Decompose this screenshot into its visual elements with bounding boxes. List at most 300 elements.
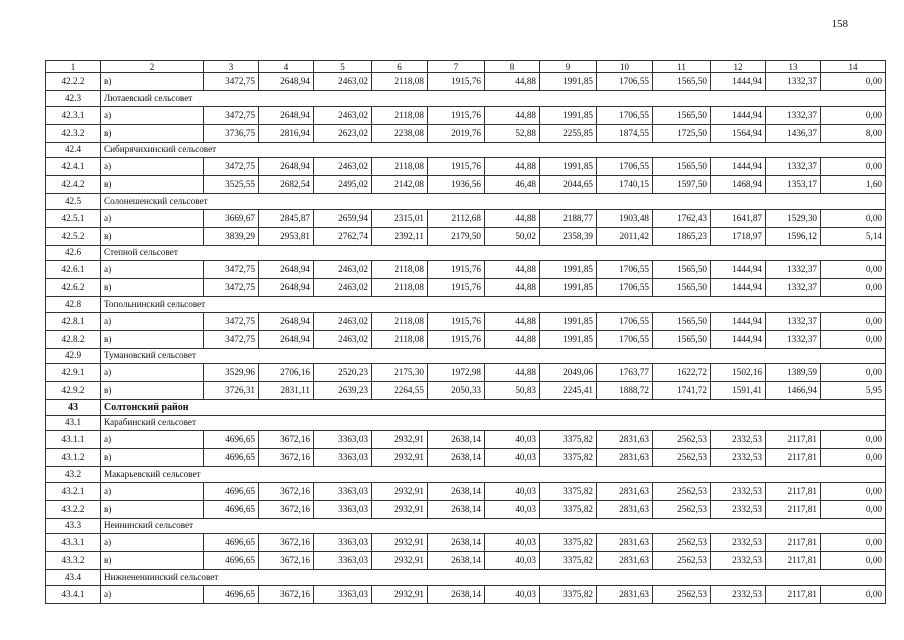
value-cell: 3375,82 (540, 585, 597, 603)
value-cell: 40,03 (485, 431, 540, 449)
value-cell: 0,00 (821, 330, 886, 348)
value-cell: 40,03 (485, 534, 540, 552)
value-cell: 1565,50 (653, 279, 711, 297)
value-cell: 2050,33 (428, 382, 485, 400)
row-code: 42.3.1 (46, 106, 101, 124)
value-cell: 2831,63 (597, 534, 653, 552)
value-cell: 1332,37 (766, 330, 821, 348)
value-cell: 2648,94 (259, 330, 314, 348)
value-cell: 2638,14 (428, 534, 485, 552)
value-cell: 1,60 (821, 176, 886, 194)
value-cell: 1332,37 (766, 261, 821, 279)
value-cell: 3672,16 (259, 552, 314, 570)
column-header: 4 (259, 61, 314, 73)
value-cell: 2118,08 (372, 312, 428, 330)
value-cell: 44,88 (485, 312, 540, 330)
value-cell: 2659,94 (314, 209, 372, 227)
value-cell: 8,00 (821, 124, 886, 142)
table-row (46, 330, 886, 348)
value-cell: 2011,42 (597, 227, 653, 245)
value-cell: 1991,85 (540, 106, 597, 124)
table-row (46, 585, 886, 603)
value-cell: 3375,82 (540, 482, 597, 500)
section-title: Солтонский район (101, 400, 886, 416)
row-subtype: а) (101, 431, 204, 449)
value-cell: 1564,94 (711, 124, 766, 142)
column-header: 14 (821, 61, 886, 73)
value-cell: 50,02 (485, 227, 540, 245)
section-row (46, 194, 886, 210)
value-cell: 3472,75 (204, 106, 259, 124)
value-cell: 4696,65 (204, 449, 259, 467)
value-cell: 1565,50 (653, 312, 711, 330)
value-cell: 1444,94 (711, 106, 766, 124)
value-cell: 1468,94 (711, 176, 766, 194)
value-cell: 2648,94 (259, 312, 314, 330)
value-cell: 2562,53 (653, 552, 711, 570)
value-cell: 2845,87 (259, 209, 314, 227)
value-cell: 2332,53 (711, 431, 766, 449)
value-cell: 2638,14 (428, 431, 485, 449)
value-cell: 0,00 (821, 73, 886, 91)
column-header: 3 (204, 61, 259, 73)
value-cell: 2638,14 (428, 585, 485, 603)
table-row (46, 176, 886, 194)
value-cell: 2117,81 (766, 534, 821, 552)
value-cell: 1718,97 (711, 227, 766, 245)
value-cell: 44,88 (485, 261, 540, 279)
value-cell: 1706,55 (597, 330, 653, 348)
value-cell: 1529,30 (766, 209, 821, 227)
value-cell: 2932,91 (372, 552, 428, 570)
value-cell: 3472,75 (204, 261, 259, 279)
value-cell: 44,88 (485, 330, 540, 348)
value-cell: 2332,53 (711, 500, 766, 518)
value-cell: 3363,03 (314, 585, 372, 603)
column-header: 8 (485, 61, 540, 73)
row-subtype: в) (101, 73, 204, 91)
value-cell: 40,03 (485, 585, 540, 603)
value-cell: 40,03 (485, 449, 540, 467)
row-subtype: в) (101, 449, 204, 467)
row-subtype: а) (101, 482, 204, 500)
value-cell: 2706,16 (259, 364, 314, 382)
value-cell: 1597,50 (653, 176, 711, 194)
value-cell: 2562,53 (653, 585, 711, 603)
value-cell: 1991,85 (540, 158, 597, 176)
value-cell: 2831,11 (259, 382, 314, 400)
value-cell: 2932,91 (372, 431, 428, 449)
section-code: 42.5 (46, 194, 101, 210)
section-title: Макарьевский сельсовет (101, 467, 886, 483)
value-cell: 4696,65 (204, 500, 259, 518)
value-cell: 2639,23 (314, 382, 372, 400)
row-code: 42.8.1 (46, 312, 101, 330)
section-code: 42.4 (46, 142, 101, 158)
value-cell: 1332,37 (766, 158, 821, 176)
value-cell: 0,00 (821, 431, 886, 449)
value-cell: 2332,53 (711, 552, 766, 570)
value-cell: 1991,85 (540, 312, 597, 330)
value-cell: 1622,72 (653, 364, 711, 382)
value-cell: 1888,72 (597, 382, 653, 400)
value-cell: 1332,37 (766, 312, 821, 330)
row-code: 42.4.1 (46, 158, 101, 176)
value-cell: 1565,50 (653, 261, 711, 279)
value-cell: 2117,81 (766, 500, 821, 518)
table-row (46, 449, 886, 467)
value-cell: 0,00 (821, 364, 886, 382)
value-cell: 0,00 (821, 449, 886, 467)
table-row (46, 73, 886, 91)
value-cell: 1444,94 (711, 158, 766, 176)
section-title: Солонешенский сельсовет (101, 194, 886, 210)
value-cell: 0,00 (821, 158, 886, 176)
value-cell: 1641,87 (711, 209, 766, 227)
row-subtype: а) (101, 534, 204, 552)
section-row (46, 142, 886, 158)
value-cell: 2932,91 (372, 500, 428, 518)
value-cell: 1332,37 (766, 106, 821, 124)
value-cell: 2358,39 (540, 227, 597, 245)
value-cell: 1706,55 (597, 312, 653, 330)
value-cell: 3375,82 (540, 500, 597, 518)
table-row (46, 227, 886, 245)
value-cell: 2932,91 (372, 534, 428, 552)
value-cell: 1991,85 (540, 261, 597, 279)
value-cell: 1591,41 (711, 382, 766, 400)
value-cell: 1915,76 (428, 312, 485, 330)
value-cell: 2648,94 (259, 279, 314, 297)
value-cell: 5,14 (821, 227, 886, 245)
column-header: 12 (711, 61, 766, 73)
section-title: Топольнинский сельсовет (101, 297, 886, 313)
section-title: Карабинский сельсовет (101, 415, 886, 431)
value-cell: 3672,16 (259, 500, 314, 518)
value-cell: 5,95 (821, 382, 886, 400)
row-subtype: а) (101, 209, 204, 227)
value-cell: 1915,76 (428, 261, 485, 279)
row-subtype: а) (101, 585, 204, 603)
value-cell: 0,00 (821, 482, 886, 500)
column-header: 9 (540, 61, 597, 73)
value-cell: 2932,91 (372, 449, 428, 467)
value-cell: 2175,30 (372, 364, 428, 382)
row-code: 43.2.2 (46, 500, 101, 518)
section-code: 43 (46, 400, 101, 416)
section-code: 42.3 (46, 91, 101, 107)
row-subtype: а) (101, 158, 204, 176)
section-row (46, 467, 886, 483)
header-row (46, 61, 886, 73)
table-row (46, 158, 886, 176)
table-body (46, 61, 886, 604)
value-cell: 3363,03 (314, 431, 372, 449)
value-cell: 2932,91 (372, 585, 428, 603)
value-cell: 1991,85 (540, 73, 597, 91)
value-cell: 3375,82 (540, 552, 597, 570)
value-cell: 2332,53 (711, 585, 766, 603)
value-cell: 44,88 (485, 279, 540, 297)
value-cell: 1991,85 (540, 279, 597, 297)
table-row (46, 482, 886, 500)
table-row (46, 364, 886, 382)
column-header: 6 (372, 61, 428, 73)
value-cell: 0,00 (821, 500, 886, 518)
row-code: 42.9.1 (46, 364, 101, 382)
value-cell: 1436,37 (766, 124, 821, 142)
value-cell: 3472,75 (204, 279, 259, 297)
value-cell: 2831,63 (597, 431, 653, 449)
value-cell: 1915,76 (428, 73, 485, 91)
table-row (46, 106, 886, 124)
row-code: 42.6.2 (46, 279, 101, 297)
value-cell: 3672,16 (259, 449, 314, 467)
value-cell: 1915,76 (428, 158, 485, 176)
value-cell: 2332,53 (711, 534, 766, 552)
value-cell: 2463,02 (314, 106, 372, 124)
value-cell: 3672,16 (259, 534, 314, 552)
value-cell: 3669,67 (204, 209, 259, 227)
section-code: 43.2 (46, 467, 101, 483)
value-cell: 3529,96 (204, 364, 259, 382)
section-code: 42.9 (46, 348, 101, 364)
value-cell: 3525,55 (204, 176, 259, 194)
section-code: 43.1 (46, 415, 101, 431)
value-cell: 2648,94 (259, 261, 314, 279)
row-subtype: в) (101, 382, 204, 400)
value-cell: 2562,53 (653, 482, 711, 500)
value-cell: 40,03 (485, 552, 540, 570)
value-cell: 1389,59 (766, 364, 821, 382)
value-cell: 4696,65 (204, 585, 259, 603)
value-cell: 40,03 (485, 482, 540, 500)
section-row (46, 570, 886, 586)
section-code: 42.6 (46, 245, 101, 261)
value-cell: 2117,81 (766, 431, 821, 449)
value-cell: 3672,16 (259, 431, 314, 449)
section-title: Сибирячихинский сельсовет (101, 142, 886, 158)
value-cell: 4696,65 (204, 552, 259, 570)
value-cell: 2049,06 (540, 364, 597, 382)
table-row (46, 312, 886, 330)
column-header: 10 (597, 61, 653, 73)
value-cell: 2112,68 (428, 209, 485, 227)
value-cell: 1444,94 (711, 73, 766, 91)
value-cell: 0,00 (821, 209, 886, 227)
row-code: 42.3.2 (46, 124, 101, 142)
value-cell: 0,00 (821, 106, 886, 124)
section-title: Тумановский сельсовет (101, 348, 886, 364)
section-row (46, 91, 886, 107)
row-subtype: в) (101, 124, 204, 142)
value-cell: 1706,55 (597, 158, 653, 176)
value-cell: 3363,03 (314, 500, 372, 518)
value-cell: 2332,53 (711, 449, 766, 467)
value-cell: 1444,94 (711, 261, 766, 279)
value-cell: 2520,23 (314, 364, 372, 382)
value-cell: 46,48 (485, 176, 540, 194)
value-cell: 1915,76 (428, 330, 485, 348)
value-cell: 1332,37 (766, 279, 821, 297)
value-cell: 3363,03 (314, 449, 372, 467)
value-cell: 2831,63 (597, 585, 653, 603)
value-cell: 2117,81 (766, 585, 821, 603)
section-row (46, 297, 886, 313)
value-cell: 3839,29 (204, 227, 259, 245)
value-cell: 2044,65 (540, 176, 597, 194)
value-cell: 3375,82 (540, 431, 597, 449)
section-row (46, 348, 886, 364)
value-cell: 2463,02 (314, 279, 372, 297)
value-cell: 4696,65 (204, 534, 259, 552)
value-cell: 2238,08 (372, 124, 428, 142)
value-cell: 2648,94 (259, 73, 314, 91)
value-cell: 44,88 (485, 364, 540, 382)
value-cell: 2495,02 (314, 176, 372, 194)
value-cell: 2562,53 (653, 449, 711, 467)
value-cell: 1706,55 (597, 261, 653, 279)
value-cell: 2019,76 (428, 124, 485, 142)
section-row (46, 245, 886, 261)
value-cell: 1706,55 (597, 106, 653, 124)
column-header: 11 (653, 61, 711, 73)
row-subtype: а) (101, 261, 204, 279)
value-cell: 3472,75 (204, 158, 259, 176)
value-cell: 3363,03 (314, 482, 372, 500)
row-code: 43.4.1 (46, 585, 101, 603)
value-cell: 2332,53 (711, 482, 766, 500)
value-cell: 1565,50 (653, 158, 711, 176)
section-title: Степной сельсовет (101, 245, 886, 261)
row-code: 42.9.2 (46, 382, 101, 400)
row-subtype: а) (101, 364, 204, 382)
value-cell: 1706,55 (597, 279, 653, 297)
value-cell: 44,88 (485, 73, 540, 91)
row-code: 43.2.1 (46, 482, 101, 500)
value-cell: 2117,81 (766, 552, 821, 570)
table-row (46, 382, 886, 400)
value-cell: 2648,94 (259, 106, 314, 124)
value-cell: 52,88 (485, 124, 540, 142)
row-code: 43.1.1 (46, 431, 101, 449)
value-cell: 2831,63 (597, 552, 653, 570)
page-number: 158 (831, 18, 848, 30)
value-cell: 4696,65 (204, 431, 259, 449)
column-header: 7 (428, 61, 485, 73)
table-row (46, 500, 886, 518)
value-cell: 0,00 (821, 552, 886, 570)
row-code: 43.3.1 (46, 534, 101, 552)
column-header: 2 (101, 61, 204, 73)
value-cell: 1903,48 (597, 209, 653, 227)
value-cell: 2117,81 (766, 449, 821, 467)
value-cell: 1353,17 (766, 176, 821, 194)
row-subtype: в) (101, 330, 204, 348)
value-cell: 3363,03 (314, 552, 372, 570)
value-cell: 2816,94 (259, 124, 314, 142)
row-subtype: в) (101, 552, 204, 570)
value-cell: 1991,85 (540, 330, 597, 348)
section-title: Лютаевский сельсовет (101, 91, 886, 107)
section-title: Нижненениинский сельсовет (101, 570, 886, 586)
value-cell: 2117,81 (766, 482, 821, 500)
value-cell: 2648,94 (259, 158, 314, 176)
value-cell: 3363,03 (314, 534, 372, 552)
value-cell: 1741,72 (653, 382, 711, 400)
value-cell: 2953,81 (259, 227, 314, 245)
value-cell: 2188,77 (540, 209, 597, 227)
section-title: Неининский сельсовет (101, 518, 886, 534)
value-cell: 2623,02 (314, 124, 372, 142)
row-subtype: в) (101, 227, 204, 245)
value-cell: 0,00 (821, 312, 886, 330)
row-code: 43.3.2 (46, 552, 101, 570)
value-cell: 44,88 (485, 158, 540, 176)
row-code: 42.2.2 (46, 73, 101, 91)
value-cell: 2932,91 (372, 482, 428, 500)
value-cell: 1740,15 (597, 176, 653, 194)
value-cell: 1725,50 (653, 124, 711, 142)
value-cell: 1444,94 (711, 330, 766, 348)
value-cell: 1874,55 (597, 124, 653, 142)
value-cell: 1565,50 (653, 73, 711, 91)
column-header: 5 (314, 61, 372, 73)
value-cell: 1762,43 (653, 209, 711, 227)
value-cell: 3472,75 (204, 312, 259, 330)
value-cell: 1444,94 (711, 279, 766, 297)
value-cell: 2638,14 (428, 482, 485, 500)
value-cell: 1972,98 (428, 364, 485, 382)
section-code: 42.8 (46, 297, 101, 313)
value-cell: 2264,55 (372, 382, 428, 400)
value-cell: 0,00 (821, 279, 886, 297)
value-cell: 3375,82 (540, 449, 597, 467)
value-cell: 2118,08 (372, 279, 428, 297)
value-cell: 3472,75 (204, 330, 259, 348)
value-cell: 2463,02 (314, 330, 372, 348)
value-cell: 2118,08 (372, 261, 428, 279)
value-cell: 44,88 (485, 209, 540, 227)
value-cell: 2463,02 (314, 261, 372, 279)
row-code: 42.4.2 (46, 176, 101, 194)
row-subtype: а) (101, 106, 204, 124)
value-cell: 0,00 (821, 585, 886, 603)
value-cell: 2315,01 (372, 209, 428, 227)
value-cell: 2831,63 (597, 482, 653, 500)
value-cell: 3672,16 (259, 585, 314, 603)
section-code: 43.3 (46, 518, 101, 534)
value-cell: 2245,41 (540, 382, 597, 400)
value-cell: 3726,31 (204, 382, 259, 400)
value-cell: 2562,53 (653, 500, 711, 518)
value-cell: 2562,53 (653, 431, 711, 449)
value-cell: 2638,14 (428, 500, 485, 518)
row-code: 42.5.2 (46, 227, 101, 245)
value-cell: 2179,50 (428, 227, 485, 245)
tariff-table (45, 60, 886, 604)
value-cell: 44,88 (485, 106, 540, 124)
value-cell: 3472,75 (204, 73, 259, 91)
value-cell: 2831,63 (597, 500, 653, 518)
table-row (46, 209, 886, 227)
district-row (46, 400, 886, 416)
value-cell: 1915,76 (428, 279, 485, 297)
value-cell: 0,00 (821, 534, 886, 552)
value-cell: 2463,02 (314, 158, 372, 176)
value-cell: 1936,56 (428, 176, 485, 194)
value-cell: 2562,53 (653, 534, 711, 552)
